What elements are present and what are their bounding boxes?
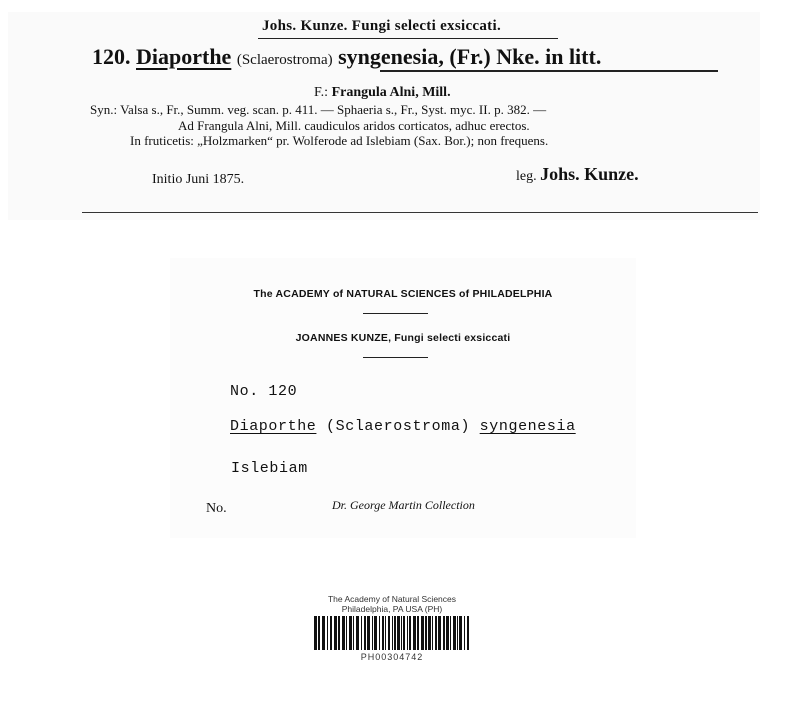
synonym-line: Syn.: Valsa s., Fr., Summ. veg. scan. p. 411. — Sphaeria s., Fr., Syst. myc. II. p. 382. —: [90, 102, 547, 117]
epithet-name: syngenesia,: [338, 44, 444, 69]
card-taxon: [230, 418, 576, 435]
leg-prefix: leg.: [516, 169, 537, 184]
author-name: (Fr.) Nke. in litt.: [449, 44, 602, 69]
subgenus-name: (Sclaerostroma): [236, 52, 333, 68]
card-rule-top: [363, 313, 428, 314]
card-number: No. 120: [230, 383, 298, 400]
host-line: [314, 85, 451, 101]
card-rule-bottom: [363, 357, 428, 358]
specimen-title: [92, 44, 601, 70]
host-name: Frangula Alni, Mill.: [331, 85, 451, 100]
substrate-line: Ad Frangula Alni, Mill. caudiculos aridos corticatos, adhuc erectos.: [178, 118, 530, 133]
institution-name: The ACADEMY of NATURAL SCIENCES of PHILADELPHIA: [253, 288, 553, 300]
header-rule: [258, 38, 558, 39]
barcode-bars: [312, 616, 472, 650]
barcode-label: [312, 594, 472, 666]
collector-line: [516, 164, 639, 185]
card-no-label: No.: [206, 501, 227, 516]
card-genus: Diaporthe: [230, 418, 317, 435]
genus-name: Diaporthe: [136, 44, 232, 69]
barcode-location: Philadelphia, PA USA (PH): [341, 604, 443, 614]
label-bottom-rule: [82, 212, 758, 213]
collector-name: Johs. Kunze.: [540, 164, 639, 184]
specimen-number: 120.: [92, 44, 131, 69]
title-rule: [380, 70, 718, 72]
barcode-institution: The Academy of Natural Sciences: [327, 594, 457, 604]
card-epithet: syngenesia: [479, 418, 576, 435]
card-subgenus: (Sclaerostroma): [326, 418, 471, 435]
host-prefix: F.:: [314, 85, 329, 100]
barcode-id: PH00304742: [360, 652, 424, 662]
collection-name: JOANNES KUNZE, Fungi selecti exsiccati: [295, 332, 511, 344]
collection-date: Initio Juni 1875.: [152, 172, 245, 187]
card-credit: Dr. George Martin Collection: [332, 498, 475, 512]
card-locality: Islebiam: [231, 460, 308, 477]
habitat-line: In fruticetis: „Holzmarken“ pr. Wolferode ad Islebiam (Sax. Bor.); non frequens.: [130, 133, 549, 148]
series-header: Johs. Kunze. Fungi selecti exsiccati.: [262, 18, 501, 34]
